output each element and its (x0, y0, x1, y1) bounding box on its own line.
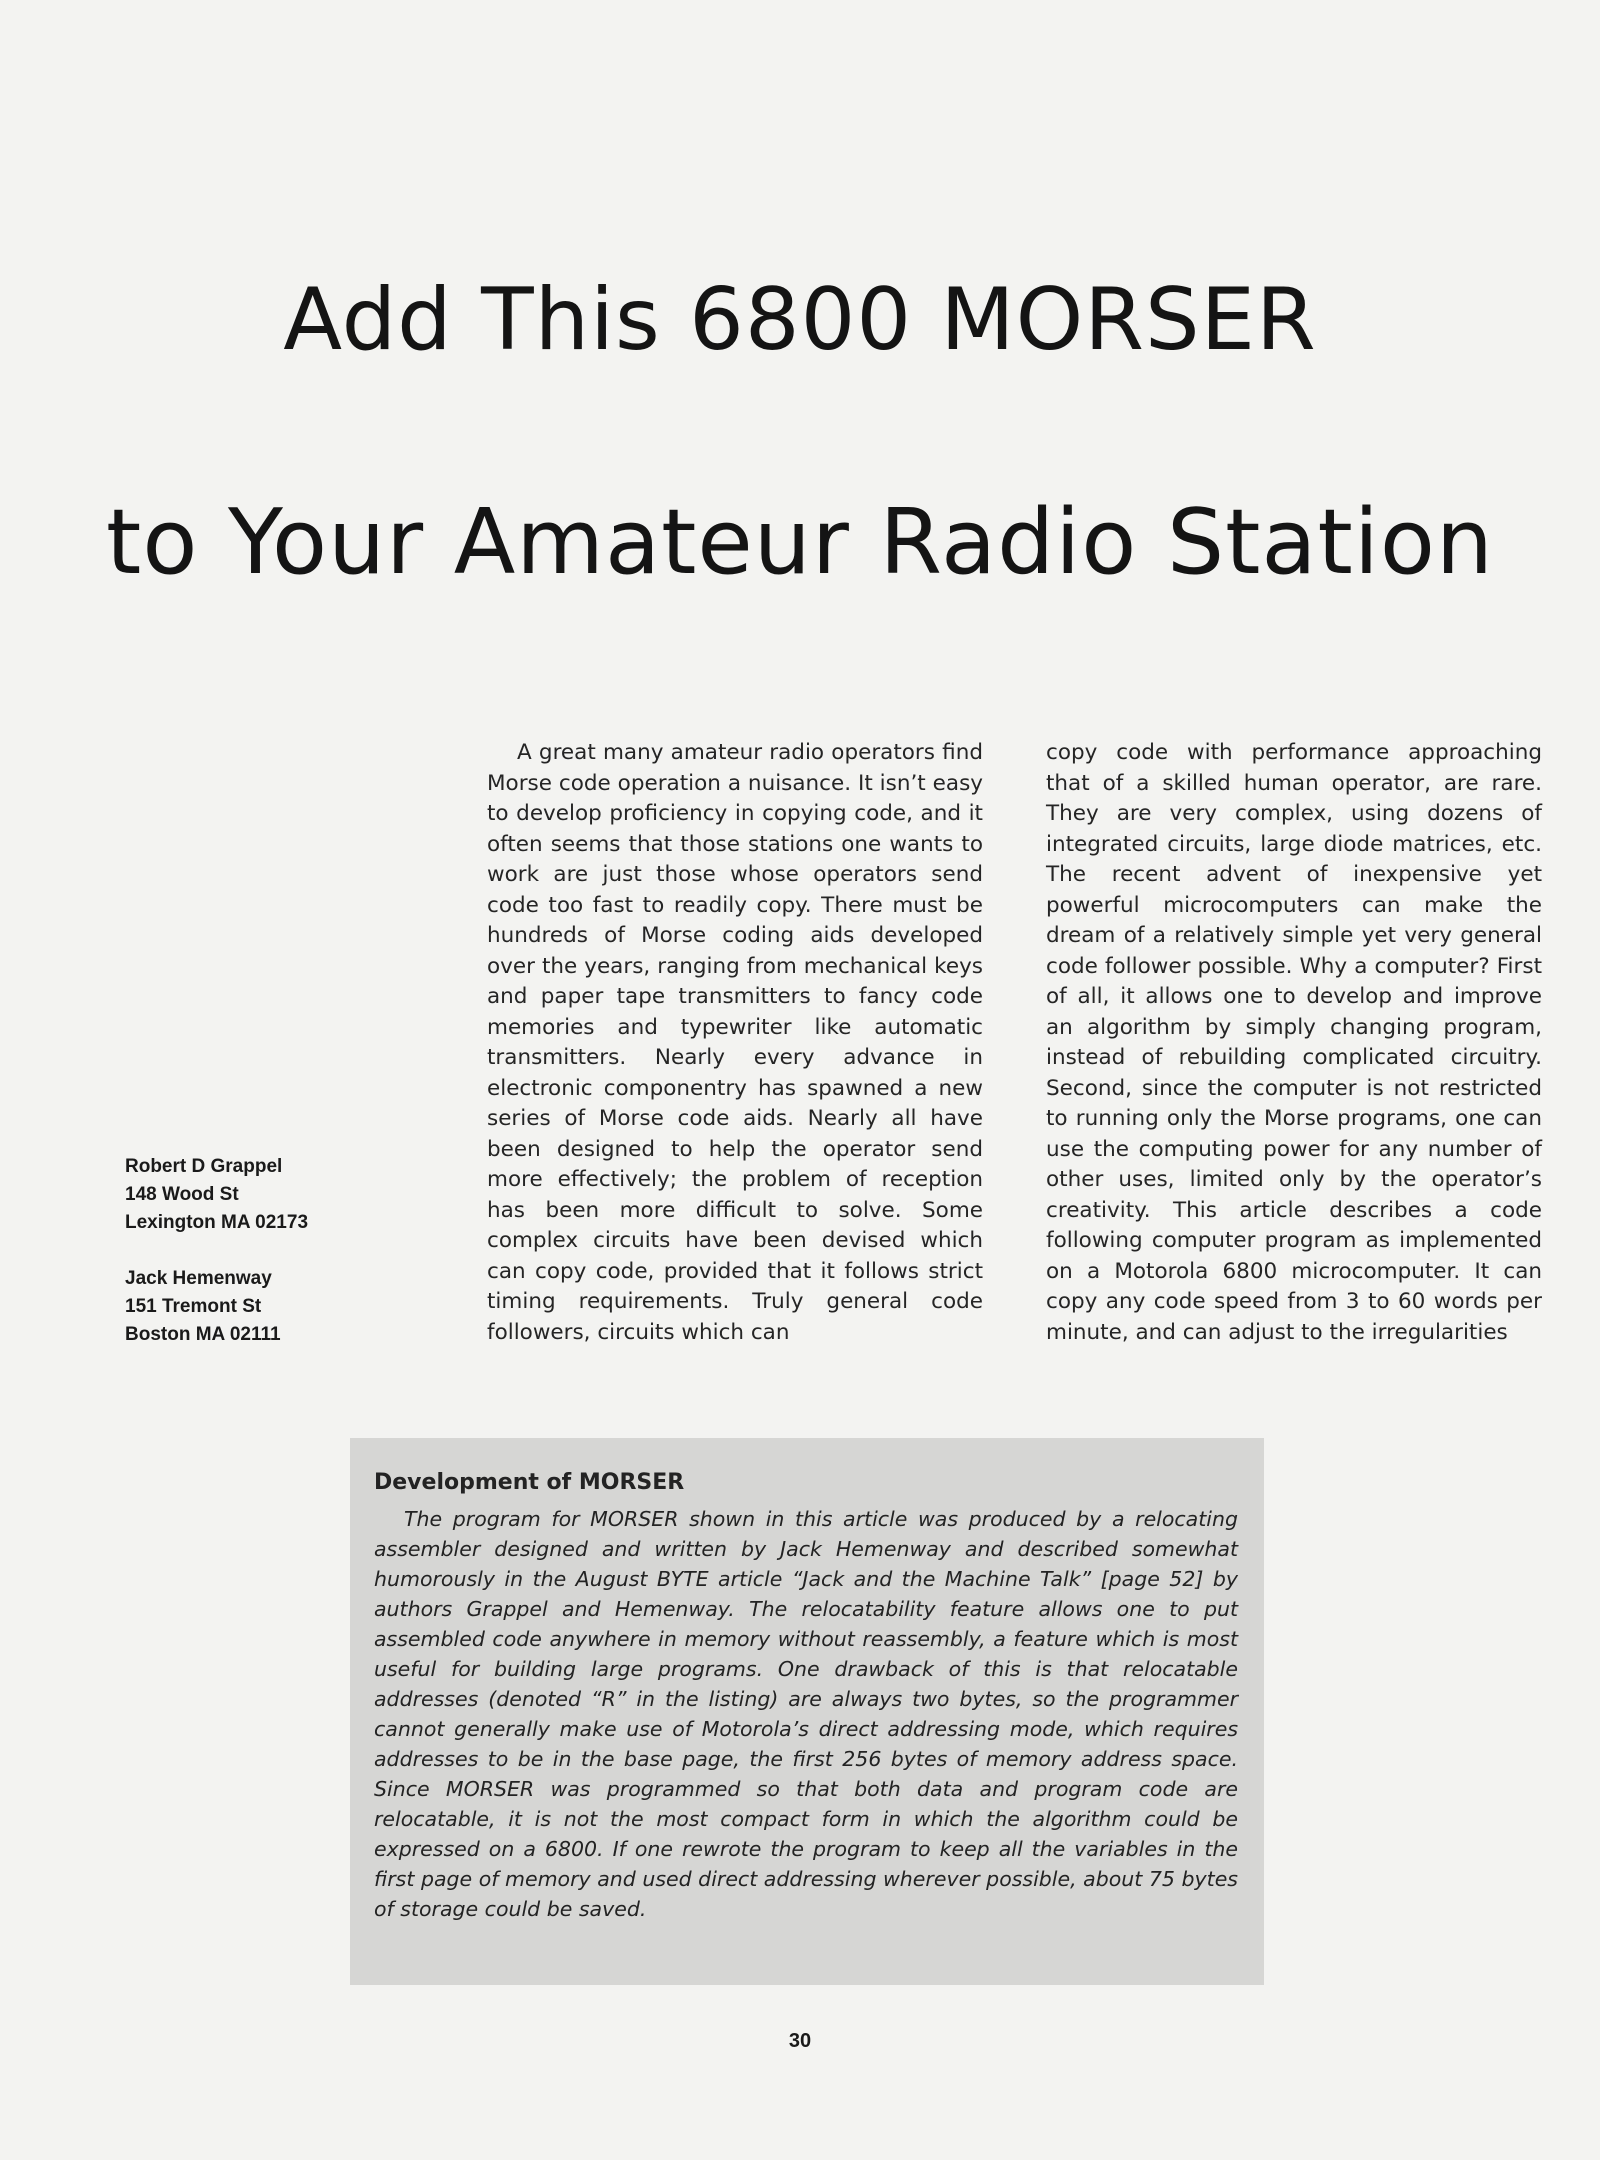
sidebar-body: The program for MORSER shown in this article was produced by a relocating assembler designed and written by Jack Hemenway and described somewhat humorously in the August BYTE article “Jack and the Machine Talk” [page 52] by authors Grappel and Hemenway. The relocatability feature allows one to put assembled code anywhere in memory without reassembly, a feature which is most useful for building large programs. One drawback of this is that relocatable addresses (denoted “R” in the listing) are always two bytes, so the programmer cannot generally make use of Motorola’s direct addressing mode, which requires addresses to be in the base page, the first 256 bytes of memory address space. Since MORSER was programmed so that both data and program code are relocatable, it is not the most compact form in which the algorithm could be expressed on a 6800. If one rewrote the program to keep all the variables in the first page of memory and used direct addressing wherever possible, about 75 bytes of storage could be saved. (374, 1507, 1238, 1921)
author-block (125, 1153, 365, 1377)
sidebar-box (350, 1438, 1264, 1985)
body-column-1 (487, 738, 983, 1348)
author-name: Jack Hemenway (125, 1268, 272, 1289)
author-name: Robert D Grappel (125, 1156, 283, 1177)
author-street: 148 Wood St (125, 1184, 239, 1205)
article-title-line-1: Add This 6800 MORSER (283, 270, 1317, 370)
page-number: 30 (788, 2030, 812, 2052)
sidebar-title: Development of MORSER (374, 1470, 685, 1495)
author-city: Lexington MA 02173 (125, 1212, 309, 1233)
author-1 (125, 1153, 365, 1237)
article-title-line-2: to Your Amateur Radio Station (106, 490, 1494, 595)
body-paragraph: copy code with performance approaching that of a skilled human operator, are rare. They are very complex, using dozens of integrated circuits, large diode matrices, etc. The recent advent of inexpensive yet powerful microcomputers can make the dream of a relatively simple yet very general code follower possible. Why a computer? First of all, it allows one to develop and improve an algorithm by simply changing program, instead of rebuilding complicated circuitry. Second, since the computer is not restricted to running only the Morse programs, one can use the computing power for any number of other uses, limited only by the operator’s creativity. This article describes a code following computer program as implemented on a Motorola 6800 microcomputer. It can copy any code speed from 3 to 60 words per minute, and can adjust to the irregularities (1046, 740, 1542, 1345)
author-2 (125, 1265, 365, 1349)
author-street: 151 Tremont St (125, 1296, 262, 1317)
body-paragraph: A great many amateur radio operators find Morse code operation a nuisance. It isn’t easy to develop proficiency in copying code, and it often seems that those stations one wants to work are just those whose operators send code too fast to readily copy. There must be hundreds of Morse coding aids developed over the years, ranging from mechanical keys and paper tape transmitters to fancy code memories and typewriter like automatic transmitters. Nearly every advance in electronic componentry has spawned a new series of Morse code aids. Nearly all have been designed to help the operator send more effectively; the problem of reception has been more difficult to solve. Some complex circuits have been devised which can copy code, provided that it follows strict timing requirements. Truly general code followers, circuits which can (487, 740, 983, 1345)
author-city: Boston MA 02111 (125, 1324, 281, 1345)
body-column-2 (1046, 738, 1542, 1348)
